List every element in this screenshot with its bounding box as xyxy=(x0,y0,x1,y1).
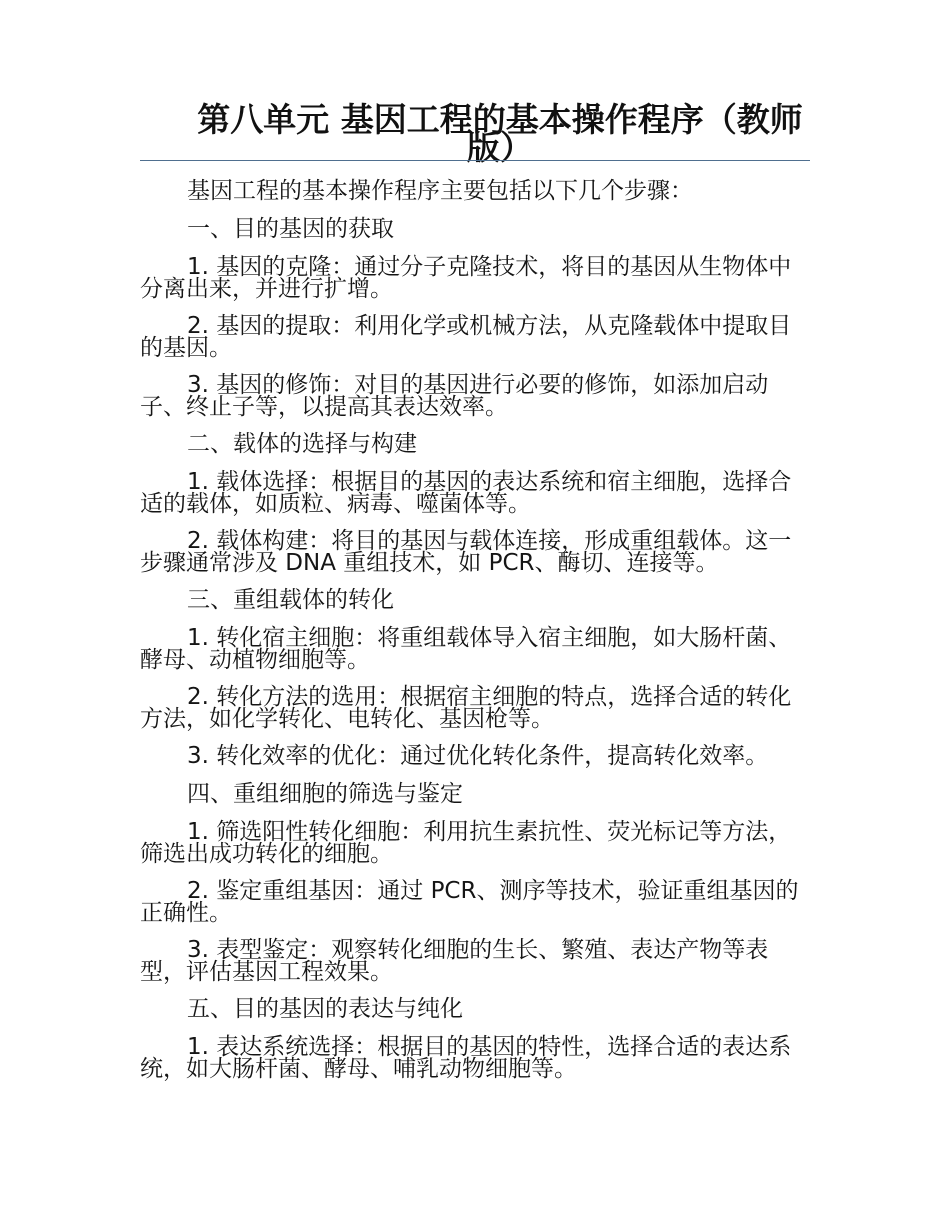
paragraph-2-2: 2. 载体构建：将目的基因与载体连接，形成重组载体。这一步骤通常涉及 DNA 重组技术，如 PCR、酶切、连接等。 xyxy=(140,528,792,576)
section-heading-4: 四、重组细胞的筛选与鉴定 xyxy=(187,781,463,807)
paragraph-1-1: 1. 基因的克隆：通过分子克隆技术，将目的基因从生物体中分离出来，并进行扩增。 xyxy=(140,254,792,302)
section-heading-3: 三、重组载体的转化 xyxy=(187,587,394,613)
paragraph-3-3: 3. 转化效率的优化：通过优化转化条件，提高转化效率。 xyxy=(187,743,769,769)
title-divider xyxy=(140,160,810,161)
section-heading-1: 一、目的基因的获取 xyxy=(187,216,394,242)
section-heading-5: 五、目的基因的表达与纯化 xyxy=(187,996,463,1022)
section-heading-2: 二、载体的选择与构建 xyxy=(187,431,417,457)
paragraph-4-3: 3. 表型鉴定：观察转化细胞的生长、繁殖、表达产物等表型，评估基因工程效果。 xyxy=(140,937,769,985)
paragraph-4-2: 2. 鉴定重组基因：通过 PCR、测序等技术，验证重组基因的正确性。 xyxy=(140,878,799,926)
paragraph-4-1: 1. 筛选阳性转化细胞：利用抗生素抗性、荧光标记等方法，筛选出成功转化的细胞。 xyxy=(140,819,792,867)
paragraph-1-2: 2. 基因的提取：利用化学或机械方法，从克隆载体中提取目的基因。 xyxy=(140,313,792,361)
paragraph-3-2: 2. 转化方法的选用：根据宿主细胞的特点，选择合适的转化方法，如化学转化、电转化、基因枪等。 xyxy=(140,684,792,732)
paragraph-5-1: 1. 表达系统选择：根据目的基因的特性，选择合适的表达系统，如大肠杆菌、酵母、哺乳动物细胞等。 xyxy=(140,1034,792,1082)
paragraph-intro: 基因工程的基本操作程序主要包括以下几个步骤： xyxy=(187,178,693,204)
document-body xyxy=(140,180,810,1095)
paragraph-3-1: 1. 转化宿主细胞：将重组载体导入宿主细胞，如大肠杆菌、酵母、动植物细胞等。 xyxy=(140,625,792,673)
paragraph-1-3: 3. 基因的修饰：对目的基因进行必要的修饰，如添加启动子、终止子等，以提高其表达效率。 xyxy=(140,372,769,420)
page-title: 第八单元 基因工程的基本操作程序（教师版） xyxy=(197,100,803,167)
paragraph-2-1: 1. 载体选择：根据目的基因的表达系统和宿主细胞，选择合适的载体，如质粒、病毒、噬菌体等。 xyxy=(140,469,792,517)
